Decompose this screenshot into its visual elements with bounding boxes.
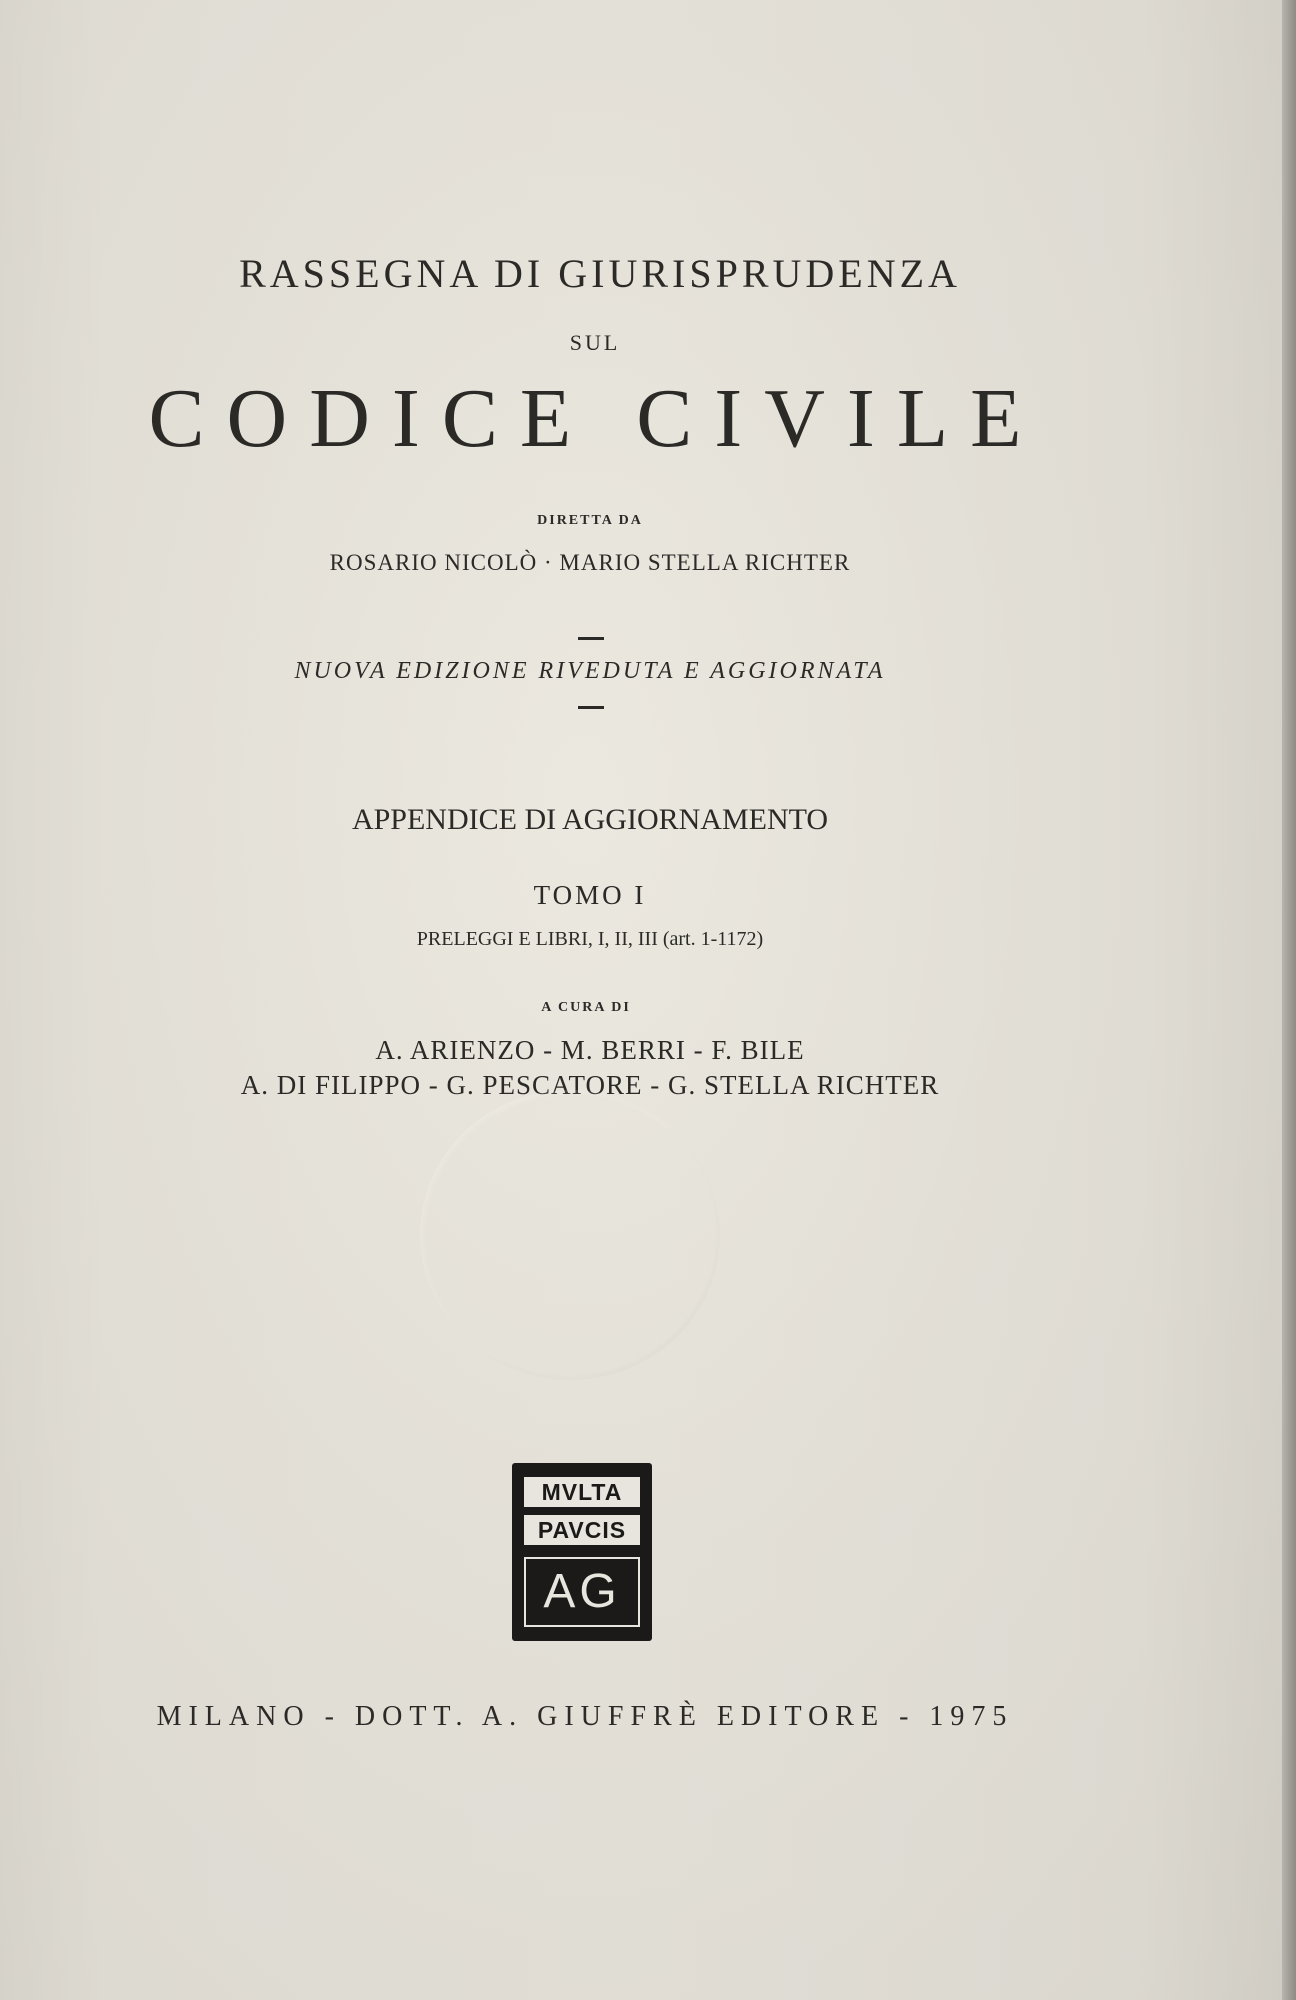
publisher-logo	[512, 1463, 652, 1641]
series-title: RASSEGNA DI GIURISPRUDENZA	[239, 251, 961, 296]
logo-monogram: AG	[524, 1557, 640, 1627]
main-title: CODICE CIVILE	[148, 372, 1044, 465]
curated-by-label: A CURA DI	[541, 1000, 631, 1015]
logo-band-middle: PAVCIS	[524, 1515, 640, 1545]
curators-line-1: A. ARIENZO - M. BERRI - F. BILE	[375, 1035, 805, 1065]
edition-note: NUOVA EDIZIONE RIVEDUTA E AGGIORNATA	[294, 658, 886, 684]
directors: ROSARIO NICOLÒ · MARIO STELLA RICHTER	[329, 550, 851, 575]
ornament-dash-top	[578, 637, 604, 640]
volume-number: TOMO I	[533, 880, 647, 910]
book-spine-edge	[1282, 0, 1296, 2000]
embossed-seal	[420, 1090, 720, 1380]
ornament-dash-bottom	[578, 706, 604, 709]
appendix-heading: APPENDICE DI AGGIORNAMENTO	[351, 803, 829, 836]
volume-subtitle: PRELEGGI E LIBRI, I, II, III (art. 1-1172)	[416, 928, 764, 950]
curators-line-2: A. DI FILIPPO - G. PESCATORE - G. STELLA RICHTER	[240, 1070, 940, 1100]
directed-by-label: DIRETTA DA	[537, 513, 643, 528]
logo-band-top: MVLTA	[524, 1477, 640, 1507]
title-connector: SUL	[569, 330, 621, 355]
publisher-imprint: MILANO - DOTT. A. GIUFFRÈ EDITORE - 1975	[156, 1701, 1014, 1732]
